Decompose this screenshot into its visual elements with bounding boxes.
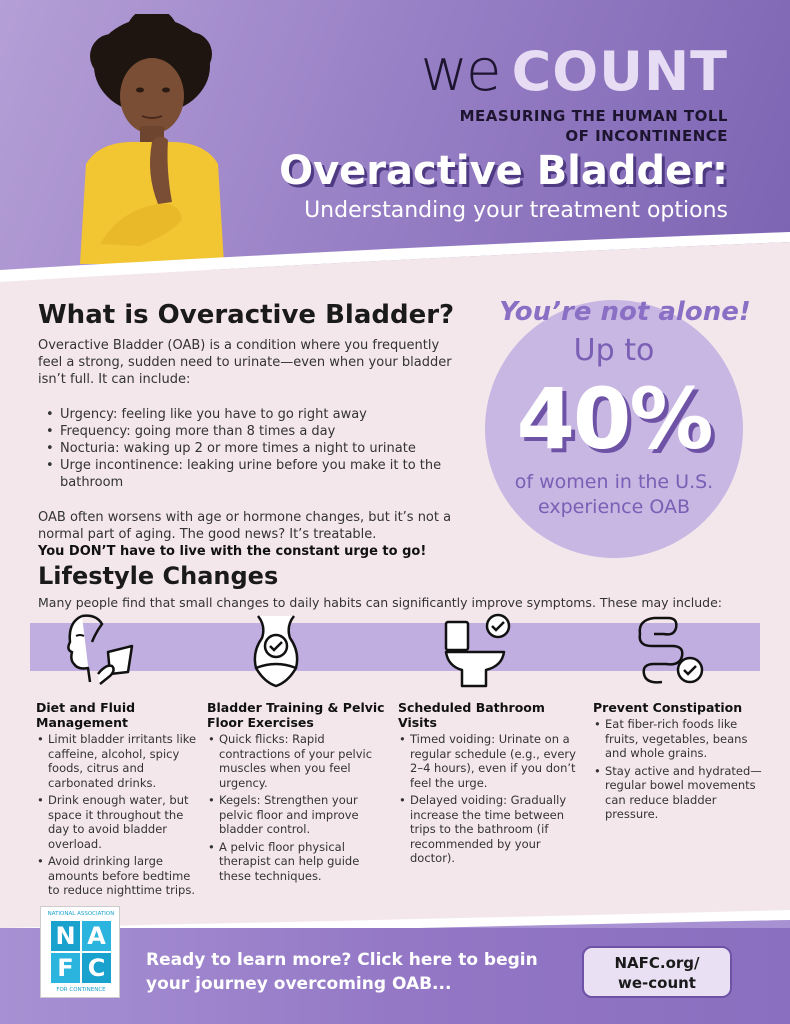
cta-line-1: Ready to learn more? Click here to begin bbox=[146, 950, 538, 970]
column-title: Bladder Training & Pelvic Floor Exercises bbox=[207, 700, 385, 730]
woman-thinking-photo bbox=[60, 14, 240, 264]
list-item: • Stay active and hydrated—regular bowel movements can reduce bladder pressure. bbox=[593, 764, 768, 822]
symptom-list bbox=[46, 406, 458, 491]
header-banner bbox=[0, 0, 790, 270]
page-title: Overactive Bladder: bbox=[279, 148, 728, 194]
what-bold-callout: You DON’T have to live with the constant urge to go! bbox=[38, 544, 427, 559]
list-item: • Avoid drinking large amounts before bedtime to reduce nighttime trips. bbox=[36, 854, 201, 898]
intestine-check-icon bbox=[632, 612, 712, 692]
pelvis-check-icon bbox=[236, 612, 316, 692]
scheduled-bathroom-column bbox=[398, 700, 588, 869]
nafc-letter: N bbox=[51, 921, 80, 951]
page-title-block bbox=[279, 148, 728, 223]
toilet-check-icon bbox=[440, 612, 520, 692]
list-item: • Frequency: going more than 8 times a day bbox=[46, 423, 458, 440]
what-after: OAB often worsens with age or hormone changes, but it’s not a normal part of aging. The good news? It’s treatable. bbox=[38, 510, 452, 542]
list-item: • Urge incontinence: leaking urine before you make it to the bathroom bbox=[46, 457, 458, 491]
drinking-face-icon bbox=[62, 612, 142, 692]
what-intro: Overactive Bladder (OAB) is a condition where you frequently feel a strong, sudden need to urinate—even when your bladder isn’t full. It can include: bbox=[38, 338, 452, 387]
header-wave-divider bbox=[0, 232, 790, 292]
nafc-link-button[interactable] bbox=[582, 946, 732, 998]
lifestyle-intro: Many people find that small changes to daily habits can significantly improve symptoms. These may include: bbox=[38, 595, 723, 610]
list-item: • Nocturia: waking up 2 or more times a night to urinate bbox=[46, 440, 458, 457]
link-line-2: we-count bbox=[618, 974, 696, 992]
list-item: • Kegels: Strengthen your pelvic floor and improve bladder control. bbox=[207, 793, 387, 837]
cta-link[interactable] bbox=[146, 948, 566, 996]
logo-we: we bbox=[420, 36, 500, 104]
what-is-oab-body bbox=[38, 337, 458, 560]
column-title: Diet and Fluid Management bbox=[36, 700, 136, 730]
list-item: • A pelvic floor physical therapist can help guide these techniques. bbox=[207, 840, 387, 884]
lifestyle-heading: Lifestyle Changes bbox=[38, 562, 279, 590]
stat-percent: 40% bbox=[516, 370, 712, 468]
list-item: • Urgency: feeling like you have to go right away bbox=[46, 406, 458, 423]
list-item: • Eat fiber-rich foods like fruits, vegetables, beans and whole grains. bbox=[593, 717, 768, 761]
nafc-logo-bottom-text: FOR CONTINENCE bbox=[56, 987, 106, 993]
nafc-letter: C bbox=[82, 953, 111, 983]
list-item: • Limit bladder irritants like caffeine, alcohol, spicy foods, citrus and carbonated drinks. bbox=[36, 732, 201, 790]
not-alone-heading: You’re not alone! bbox=[499, 297, 751, 327]
logo-tagline-1: MEASURING THE HUMAN TOLL bbox=[459, 107, 728, 125]
column-title: Scheduled Bathroom Visits bbox=[398, 700, 545, 730]
logo-count: COUNT bbox=[511, 40, 728, 103]
nafc-letter: A bbox=[82, 921, 111, 951]
page-subtitle: Understanding your treatment options bbox=[304, 198, 728, 223]
prevent-constipation-column bbox=[593, 700, 768, 825]
column-title: Prevent Constipation bbox=[593, 700, 743, 715]
list-item: • Drink enough water, but space it throughout the day to avoid bladder overload. bbox=[36, 793, 201, 851]
nafc-logo[interactable] bbox=[40, 906, 120, 998]
nafc-logo-top-text: NATIONAL ASSOCIATION bbox=[47, 911, 115, 917]
stat-upto: Up to bbox=[573, 333, 655, 368]
list-item: • Quick flicks: Rapid contractions of your pelvic muscles when you feel urgency. bbox=[207, 732, 387, 790]
link-line-1: NAFC.org/ bbox=[614, 954, 700, 972]
nafc-letter: F bbox=[51, 953, 80, 983]
nafc-logo-letters bbox=[51, 921, 111, 983]
logo-tagline-2: OF INCONTINENCE bbox=[565, 127, 728, 145]
stat-description: of women in the U.S. experience OAB bbox=[514, 471, 714, 518]
what-is-oab-heading: What is Overactive Bladder? bbox=[38, 300, 455, 330]
cta-line-2: your journey overcoming OAB... bbox=[146, 974, 452, 994]
bladder-training-column bbox=[207, 700, 387, 886]
diet-fluid-column bbox=[36, 700, 201, 901]
we-count-logo bbox=[420, 36, 728, 146]
list-item: • Timed voiding: Urinate on a regular schedule (e.g., every 2–4 hours), even if you don’t feel the urge. bbox=[398, 732, 588, 790]
list-item: • Delayed voiding: Gradually increase the time between trips to the bathroom (if recommended by your doctor). bbox=[398, 793, 588, 866]
